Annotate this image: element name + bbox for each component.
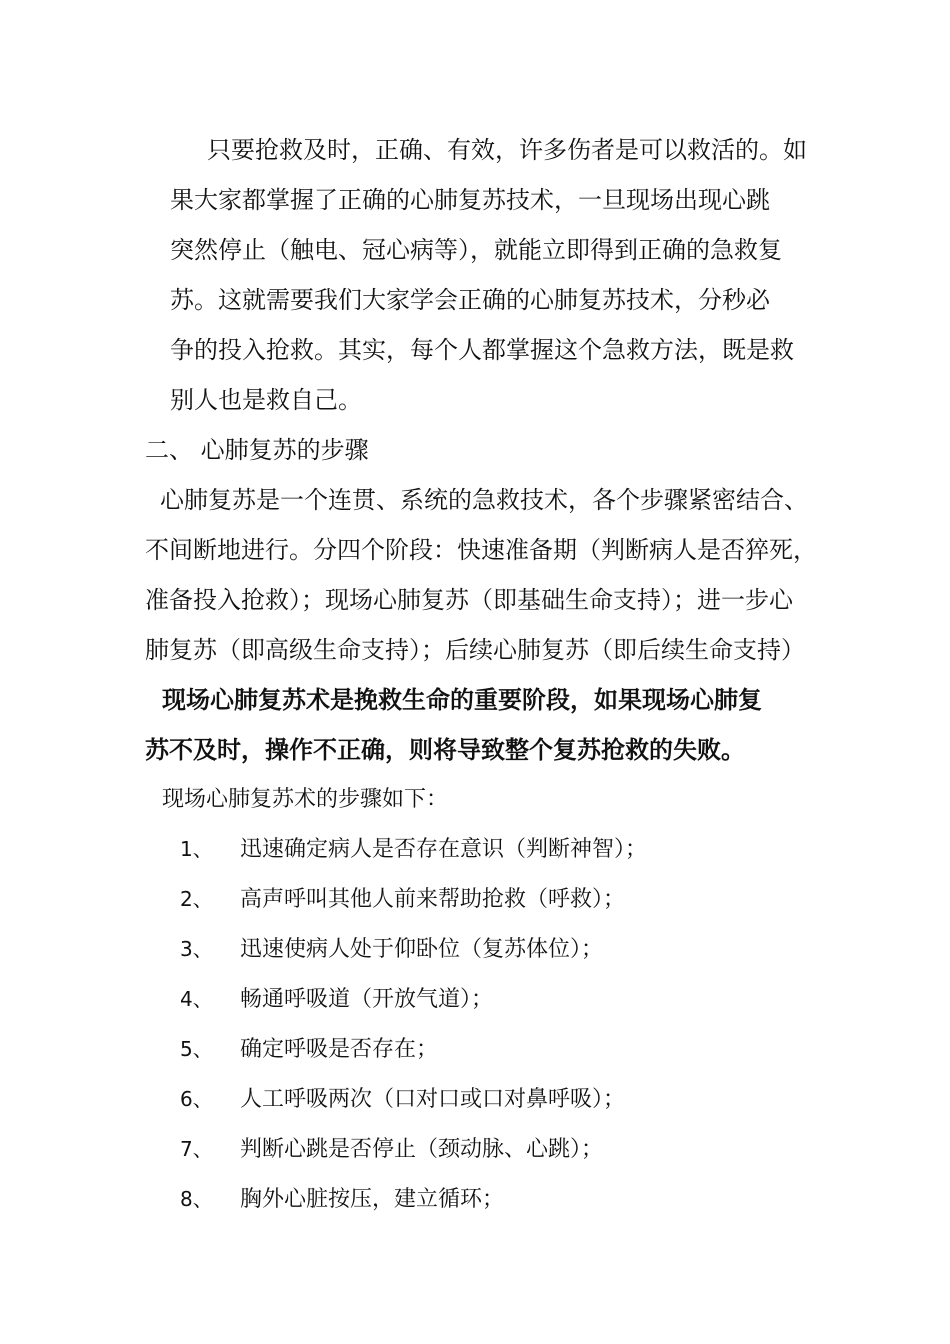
step-number: 7、 bbox=[180, 1137, 213, 1161]
paragraph1-line-5: 争的投入抢救。其实，每个人都掌握这个急救方法，既是救 bbox=[170, 336, 794, 364]
paragraph2-line-3: 准备投入抢救）；现场心肺复苏（即基础生命支持）；进一步心 bbox=[145, 586, 793, 614]
step-text: 人工呼吸两次（口对口或口对鼻呼吸）； bbox=[240, 1087, 626, 1112]
list-item bbox=[180, 1133, 603, 1165]
step-number: 1、 bbox=[180, 837, 213, 861]
step-text: 高声呼叫其他人前来帮助抢救（呼救）； bbox=[240, 887, 626, 912]
list-item bbox=[180, 1033, 438, 1065]
step-number: 6、 bbox=[180, 1087, 213, 1111]
step-number: 2、 bbox=[180, 887, 213, 911]
list-item bbox=[180, 883, 625, 915]
steps-intro: 现场心肺复苏术的步骤如下： bbox=[162, 787, 449, 812]
paragraph1-line-2: 果大家都掌握了正确的心肺复苏技术，一旦现场出现心跳 bbox=[170, 186, 770, 214]
step-text: 胸外心脏按压，建立循环； bbox=[240, 1187, 505, 1212]
step-number: 5、 bbox=[180, 1037, 213, 1061]
paragraph2-line-1: 心肺复苏是一个连贯、系统的急救技术，各个步骤紧密结合、 bbox=[160, 486, 808, 514]
list-item bbox=[180, 1083, 625, 1115]
paragraph1-line-6: 别人也是救自己。 bbox=[170, 386, 362, 414]
section-heading: 二、 心肺复苏的步骤 bbox=[145, 436, 369, 464]
step-number: 8、 bbox=[180, 1187, 213, 1211]
list-item bbox=[180, 833, 647, 865]
list-item bbox=[180, 933, 603, 965]
paragraph2-line-4: 肺复苏（即高级生命支持）；后续心肺复苏（即后续生命支持） bbox=[145, 636, 805, 664]
list-item bbox=[180, 1183, 504, 1215]
step-number: 4、 bbox=[180, 987, 213, 1011]
paragraph2-line-2: 不间断地进行。分四个阶段：快速准备期（判断病人是否猝死， bbox=[145, 536, 817, 564]
step-text: 确定呼吸是否存在； bbox=[240, 1037, 439, 1062]
paragraph1-line-1: 只要抢救及时，正确、有效，许多伤者是可以救活的。如 bbox=[207, 136, 807, 164]
step-text: 畅通呼吸道（开放气道）； bbox=[240, 987, 494, 1012]
step-text: 判断心跳是否停止（颈动脉、心跳）； bbox=[240, 1137, 604, 1162]
bold-paragraph-line-2: 苏不及时，操作不正确，则将导致整个复苏抢救的失败。 bbox=[145, 736, 745, 764]
paragraph1-line-3: 突然停止（触电、冠心病等），就能立即得到正确的急救复 bbox=[170, 236, 782, 264]
bold-paragraph-line-1: 现场心肺复苏术是挽救生命的重要阶段，如果现场心肺复 bbox=[162, 686, 762, 714]
step-number: 3、 bbox=[180, 937, 213, 961]
step-text: 迅速确定病人是否存在意识（判断神智）； bbox=[240, 837, 648, 862]
paragraph1-line-4: 苏。这就需要我们大家学会正确的心肺复苏技术，分秒必 bbox=[170, 286, 770, 314]
step-text: 迅速使病人处于仰卧位（复苏体位）； bbox=[240, 937, 604, 962]
list-item bbox=[180, 983, 493, 1015]
